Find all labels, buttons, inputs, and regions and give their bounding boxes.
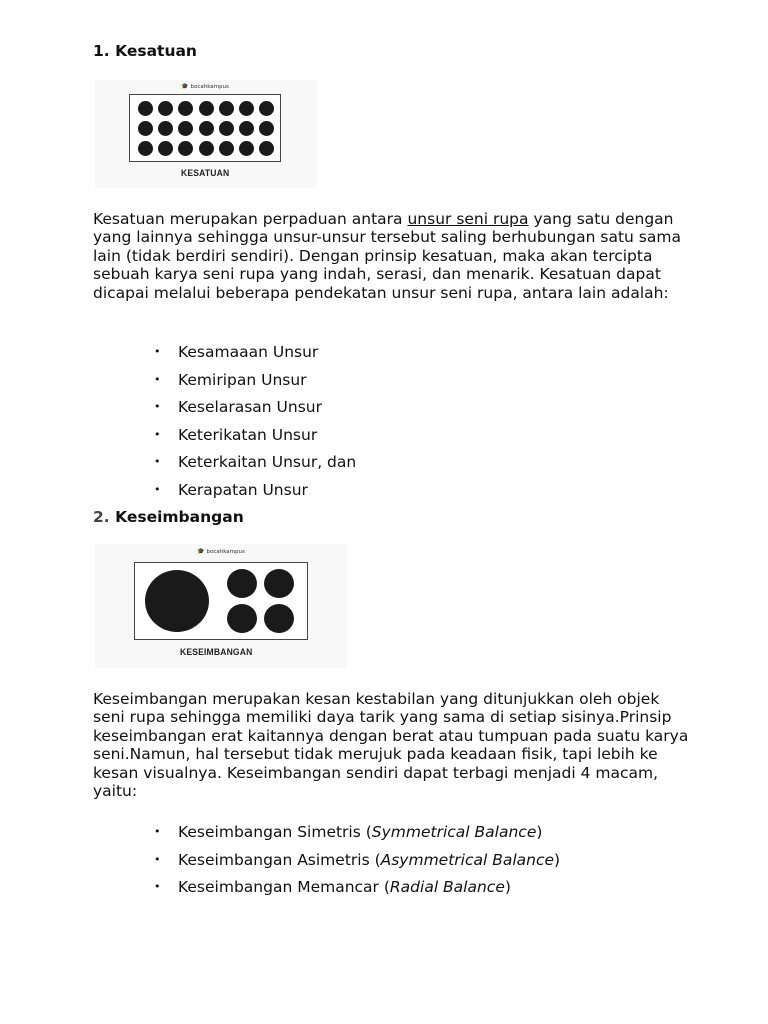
list-item: • Kemiripan Unsur [150, 371, 356, 399]
small-circle [264, 569, 294, 598]
list-item-italic: Radial Balance [389, 878, 505, 896]
keseimbangan-list [150, 823, 560, 906]
grid-dot [138, 141, 153, 156]
list-item-text: Keseimbangan Asimetris ( [178, 850, 381, 869]
section-heading-keseimbangan [93, 508, 244, 526]
section-heading-kesatuan [93, 42, 197, 60]
paragraph-text: Kesatuan merupakan perpaduan antara [93, 210, 408, 228]
grid-dot [219, 121, 234, 136]
list-item-text: Keseimbangan Simetris ( [178, 823, 372, 841]
grid-dot [138, 121, 153, 136]
grid-dot [178, 121, 193, 136]
figure-logo-text: bocahkampus [190, 83, 229, 90]
grid-dot [199, 141, 214, 156]
grid-dot [178, 101, 193, 116]
graduation-cap-icon: 🎓 [181, 83, 189, 90]
grid-dot [158, 121, 173, 136]
list-item-close: ) [504, 878, 511, 896]
section-title: Kesatuan [115, 42, 197, 60]
keseimbangan-paragraph: Keseimbangan merupakan kesan kestabilan yang ditunjukkan oleh objek seni rupa sehingga memiliki daya tarik yang sama di setiap sisinya.Prinsip keseimbangan erat kaitannya dengan berat atau tumpuan pada suatu karya seni.Namun, hal tersebut tidak merujuk pada keadaan fisik, tapi lebih ke kesan visualnya. Keseimbangan sendiri dapat terbagi menjadi 4 macam, yaitu: [93, 690, 689, 801]
grid-dot [178, 141, 193, 156]
section-title: Keseimbangan [115, 508, 244, 526]
list-item-italic: Symmetrical Balance [371, 823, 537, 841]
list-item-close: ) [536, 823, 543, 841]
list-item: • Keselarasan Unsur [150, 398, 356, 426]
list-item-close: ) [554, 850, 561, 869]
grid-dot [158, 101, 173, 116]
grid-dot [199, 121, 214, 136]
grid-dot [259, 121, 274, 136]
figure-logo [197, 548, 245, 555]
grid-dot [138, 101, 153, 116]
grid-dot [259, 101, 274, 116]
figure-logo-text: bocahkampus [206, 548, 245, 555]
list-item [150, 878, 560, 906]
kesatuan-dot-grid [129, 94, 281, 162]
list-item-text: Keseimbangan Memancar ( [178, 878, 390, 896]
grid-dot [219, 141, 234, 156]
grid-dot [158, 141, 173, 156]
paragraph-text: yang satu dengan yang lainnya sehingga unsur-unsur tersebut saling berhubungan satu sama lain (tidak berdiri sendiri). Dengan prinsip kesatuan, maka akan tercipta sebuah karya seni rupa yang indah, serasi, dan menarik. Kesatuan dapat dicapai melalui beberapa pendekatan unsur seni rupa, antara lain adalah: [93, 210, 681, 302]
unsur-seni-rupa-link[interactable]: unsur seni rupa [407, 210, 529, 228]
kesatuan-paragraph [93, 210, 693, 302]
list-item: • Kerapatan Unsur [150, 481, 356, 509]
keseimbangan-figure [95, 544, 347, 668]
large-circle [145, 570, 209, 632]
grid-dot [259, 141, 274, 156]
graduation-cap-icon: 🎓 [197, 548, 205, 555]
small-circle [264, 604, 294, 633]
grid-dot [239, 141, 254, 156]
list-item: • Kesamaaan Unsur [150, 343, 356, 371]
grid-dot [219, 101, 234, 116]
list-item: • Keterkaitan Unsur, dan [150, 453, 356, 481]
grid-dot [239, 121, 254, 136]
list-item [150, 823, 560, 851]
list-item: • Keterikatan Unsur [150, 426, 356, 454]
figure-caption: KESEIMBANGAN [180, 647, 253, 658]
small-circle [227, 604, 257, 633]
grid-dot [199, 101, 214, 116]
figure-caption: KESATUAN [181, 168, 230, 179]
section-number: 1. [93, 42, 110, 60]
kesatuan-list [150, 343, 356, 508]
small-circle [227, 569, 257, 598]
figure-logo [181, 83, 229, 90]
list-item [150, 851, 560, 879]
list-item-italic: Asymmetrical Balance [380, 850, 555, 869]
section-number: 2. [93, 508, 110, 526]
kesatuan-figure [95, 80, 317, 188]
grid-dot [239, 101, 254, 116]
keseimbangan-frame [134, 562, 308, 640]
